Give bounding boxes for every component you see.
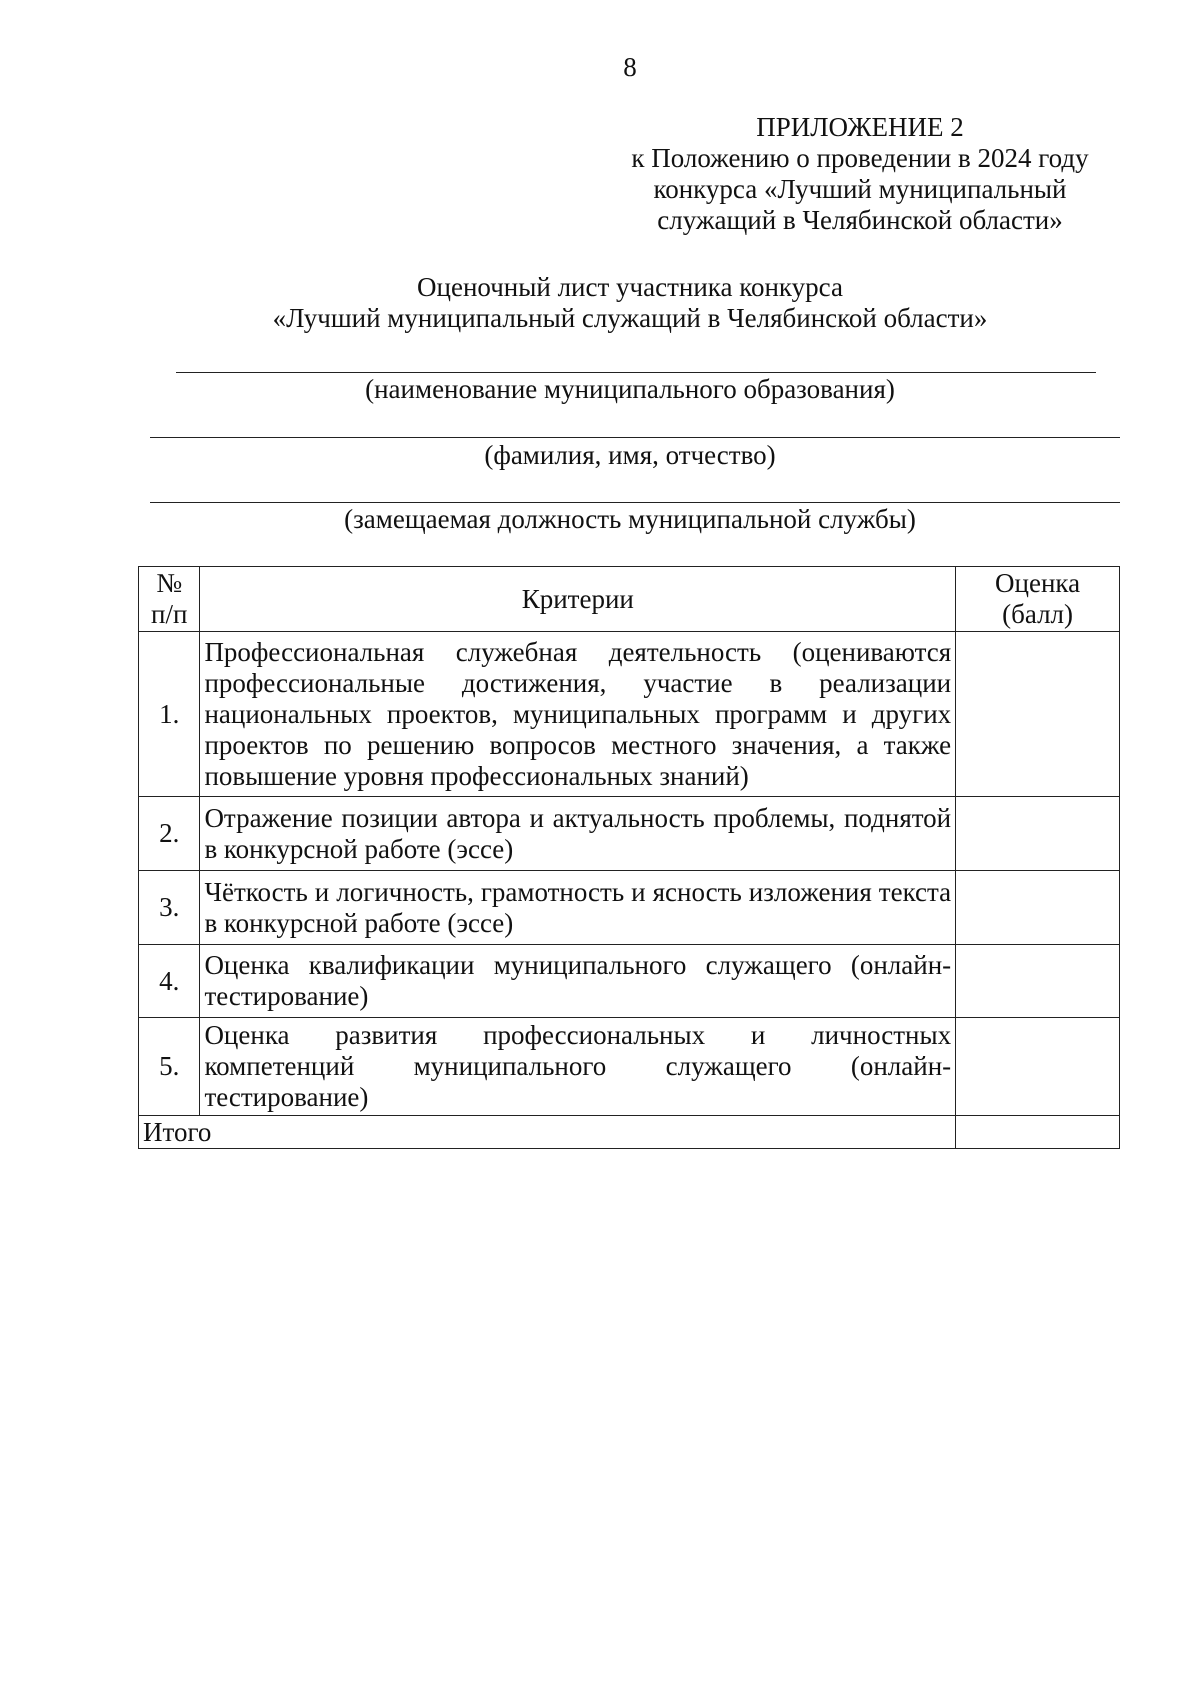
position-fill-line: [150, 502, 1120, 503]
row-criterion: Чёткость и логичность, грамотность и ясность изложения текста в конкурсной работе (эссе): [200, 871, 956, 945]
table-row: [139, 871, 1120, 945]
criteria-table: [138, 566, 1120, 1149]
appendix-line: конкурса «Лучший муниципальный: [653, 174, 1067, 204]
total-label: Итого: [139, 1116, 956, 1149]
appendix-line: к Положению о проведении в 2024 году: [631, 143, 1089, 173]
row-score-cell[interactable]: [956, 797, 1120, 871]
table-row: [139, 945, 1120, 1018]
appendix-block: [600, 112, 1120, 236]
row-criterion: Профессиональная служебная деятельность (оцениваются профессиональные достижения, участие в реализации национальных проектов, муниципальных программ и других проектов по решению вопросов местного значения, а также повышение уровня профессиональных знаний): [200, 632, 956, 797]
row-score-cell[interactable]: [956, 871, 1120, 945]
appendix-title: ПРИЛОЖЕНИЕ 2: [756, 112, 964, 142]
row-criterion: Оценка квалификации муниципального служащего (онлайн-тестирование): [200, 945, 956, 1018]
position-caption: (замещаемая должность муниципальной службы): [344, 504, 916, 534]
header-num-symbol: №: [156, 568, 183, 598]
municipality-caption: (наименование муниципального образования): [365, 374, 895, 404]
row-score-cell[interactable]: [956, 632, 1120, 797]
total-score-cell[interactable]: [956, 1116, 1120, 1149]
header-score-cell: [956, 567, 1120, 632]
row-score-cell[interactable]: [956, 945, 1120, 1018]
page-number: 8: [623, 52, 637, 82]
table-total-row: [139, 1116, 1120, 1149]
table-header-row: [139, 567, 1120, 632]
table-row: [139, 1018, 1120, 1116]
form-title-line: «Лучший муниципальный служащий в Челябинской области»: [272, 303, 988, 333]
name-fill-line: [150, 437, 1120, 438]
row-number: 5.: [139, 1018, 200, 1116]
table-row: [139, 797, 1120, 871]
name-caption: (фамилия, имя, отчество): [484, 440, 776, 470]
header-score-unit: (балл): [1002, 599, 1074, 629]
row-criterion: Оценка развития профессиональных и личностных компетенций муниципального служащего (онлайн-тестирование): [200, 1018, 956, 1116]
table-row: [139, 632, 1120, 797]
header-criteria-cell: Критерии: [200, 567, 956, 632]
row-number: 3.: [139, 871, 200, 945]
municipality-fill-line: [176, 372, 1096, 373]
appendix-line: служащий в Челябинской области»: [657, 205, 1063, 235]
header-num-label: п/п: [151, 599, 188, 629]
form-title: [140, 272, 1120, 334]
header-num-cell: [139, 567, 200, 632]
row-score-cell[interactable]: [956, 1018, 1120, 1116]
form-title-line: Оценочный лист участника конкурса: [417, 272, 843, 302]
row-number: 4.: [139, 945, 200, 1018]
row-criterion: Отражение позиции автора и актуальность проблемы, поднятой в конкурсной работе (эссе): [200, 797, 956, 871]
header-score-label: Оценка: [995, 568, 1081, 598]
row-number: 1.: [139, 632, 200, 797]
row-number: 2.: [139, 797, 200, 871]
